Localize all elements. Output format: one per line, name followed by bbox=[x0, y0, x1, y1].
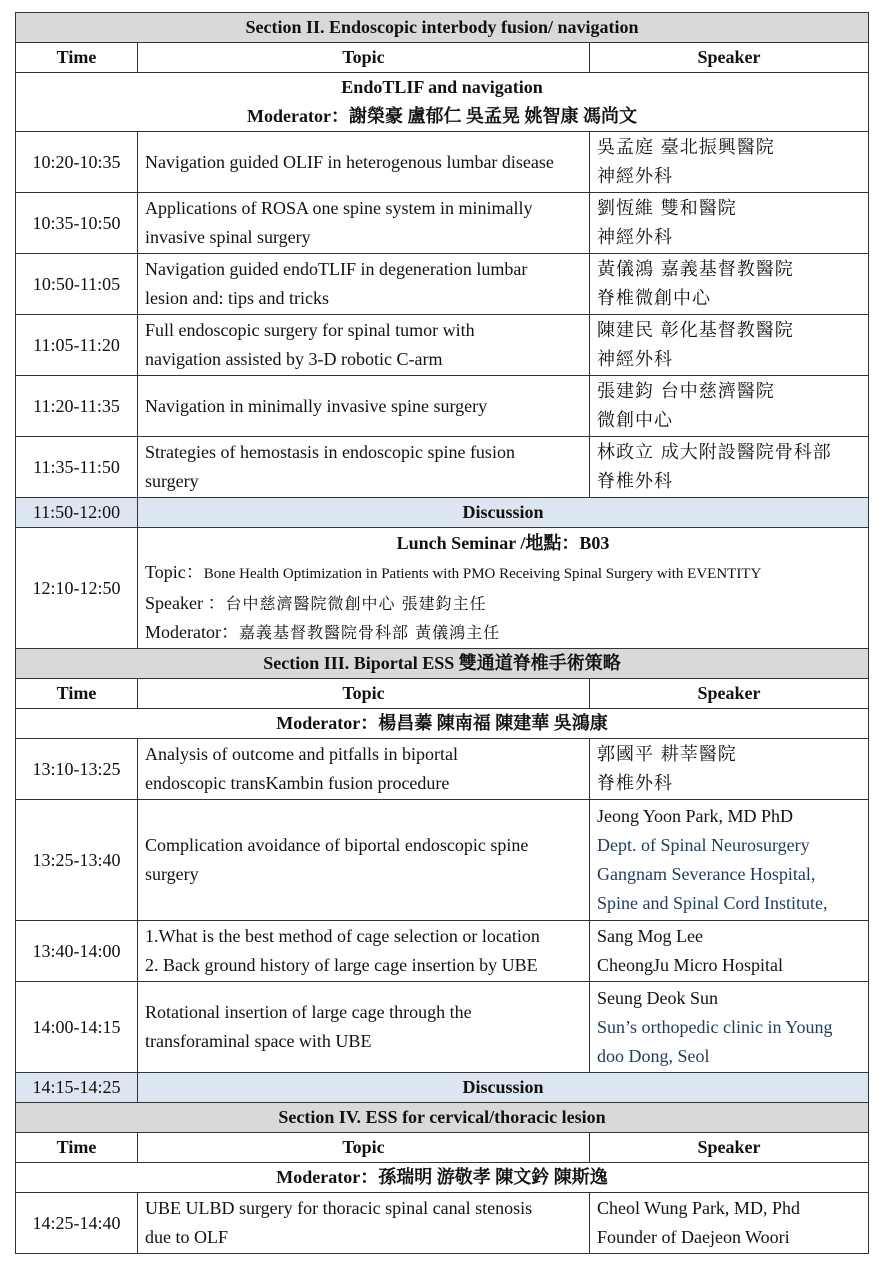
block-title: EndoTLIF and navigation bbox=[341, 77, 543, 97]
topic-cell bbox=[138, 739, 590, 800]
discussion-label: Discussion bbox=[138, 1073, 869, 1103]
speaker-cell bbox=[590, 376, 869, 437]
topic-line: 1.What is the best method of cage selection or location bbox=[145, 926, 540, 946]
time-cell: 14:15-14:25 bbox=[16, 1073, 138, 1103]
speaker-line: Gangnam Severance Hospital, bbox=[597, 864, 816, 884]
topic-line: Navigation in minimally invasive spine surgery bbox=[145, 395, 488, 416]
speaker-header: Speaker bbox=[590, 679, 869, 709]
speaker-line: 神經外科 bbox=[597, 166, 673, 187]
speaker-line: 劉恆維 雙和醫院 bbox=[597, 198, 737, 219]
speaker-line: 神經外科 bbox=[597, 349, 673, 370]
speaker-line: Seung Deok Sun bbox=[597, 987, 718, 1008]
table-row bbox=[16, 739, 869, 800]
table-row bbox=[16, 376, 869, 437]
moderator-row bbox=[16, 709, 869, 739]
speaker-cell bbox=[590, 1193, 869, 1254]
speaker-line: 脊椎外科 bbox=[597, 773, 673, 794]
speaker-line: 黃儀鴻 嘉義基督教醫院 bbox=[597, 259, 794, 280]
time-cell: 11:35-11:50 bbox=[16, 437, 138, 498]
topic-line: Navigation guided OLIF in heterogenous lumbar disease bbox=[145, 151, 554, 172]
speaker-line: Dept. of Spinal Neurosurgery bbox=[597, 835, 810, 855]
lunch-title: Lunch Seminar /地點：B03 bbox=[396, 533, 610, 553]
column-header-row bbox=[16, 679, 869, 709]
table-row bbox=[16, 254, 869, 315]
session-block-row bbox=[16, 73, 869, 132]
table-row bbox=[16, 132, 869, 193]
table-row bbox=[16, 315, 869, 376]
speaker-line: Cheol Wung Park, MD, Phd bbox=[597, 1198, 800, 1218]
time-cell: 11:50-12:00 bbox=[16, 498, 138, 528]
speaker-cell bbox=[590, 193, 869, 254]
topic-cell bbox=[138, 982, 590, 1073]
topic-line: Complication avoidance of biportal endoscopic spine bbox=[145, 835, 529, 855]
speaker-cell bbox=[590, 132, 869, 193]
moderator-line: Moderator：楊昌蓁 陳南福 陳建華 吳鴻康 bbox=[16, 709, 869, 739]
speaker-line: Founder of Daejeon Woori bbox=[597, 1227, 790, 1247]
topic-line: lesion and: tips and tricks bbox=[145, 288, 329, 308]
time-cell: 14:25-14:40 bbox=[16, 1193, 138, 1254]
topic-cell bbox=[138, 193, 590, 254]
topic-header: Topic bbox=[138, 1133, 590, 1163]
time-cell: 13:25-13:40 bbox=[16, 800, 138, 921]
topic-line: Navigation guided endoTLIF in degeneration lumbar bbox=[145, 259, 528, 279]
discussion-row bbox=[16, 1073, 869, 1103]
time-cell: 10:20-10:35 bbox=[16, 132, 138, 193]
speaker-cell bbox=[590, 437, 869, 498]
moderator-line: Moderator：謝榮豪 盧郁仁 吳孟晃 姚智康 馮尚文 bbox=[247, 106, 637, 126]
speaker-cell bbox=[590, 982, 869, 1073]
topic-cell bbox=[138, 921, 590, 982]
topic-line: surgery bbox=[145, 864, 199, 884]
topic-cell bbox=[138, 1193, 590, 1254]
time-header: Time bbox=[16, 43, 138, 73]
speaker-line: 林政立 成大附設醫院骨科部 bbox=[597, 442, 832, 463]
topic-header: Topic bbox=[138, 43, 590, 73]
lunch-topic: Bone Health Optimization in Patients with PMO Receiving Spinal Surgery with EVENTITY bbox=[203, 566, 762, 582]
topic-line: navigation assisted by 3-D robotic C-arm bbox=[145, 349, 443, 369]
topic-cell bbox=[138, 315, 590, 376]
moderator-line: Moderator：孫瑞明 游敬孝 陳文鈐 陳斯逸 bbox=[16, 1163, 869, 1193]
time-cell: 11:05-11:20 bbox=[16, 315, 138, 376]
speaker-line: 郭國平 耕莘醫院 bbox=[597, 744, 737, 765]
topic-line: Strategies of hemostasis in endoscopic spine fusion bbox=[145, 442, 515, 462]
moderator-row bbox=[16, 1163, 869, 1193]
section-header-row bbox=[16, 1103, 869, 1133]
time-cell: 10:50-11:05 bbox=[16, 254, 138, 315]
schedule-table bbox=[15, 12, 869, 1254]
lunch-topic-label: Topic： bbox=[145, 562, 204, 582]
speaker-line: Jeong Yoon Park, MD PhD bbox=[597, 806, 794, 826]
speaker-line: 脊椎微創中心 bbox=[597, 288, 711, 309]
lunch-moderator: 嘉義基督教醫院骨科部 黃儀鴻主任 bbox=[238, 623, 501, 642]
topic-cell bbox=[138, 800, 590, 921]
lunch-speaker-label: Speaker ： bbox=[145, 593, 226, 613]
topic-cell bbox=[138, 437, 590, 498]
speaker-line: Spine and Spinal Cord Institute, bbox=[597, 893, 828, 913]
speaker-line: Sang Mog Lee bbox=[597, 926, 703, 946]
speaker-line: 陳建民 彰化基督教醫院 bbox=[597, 320, 794, 341]
lunch-moderator-line bbox=[145, 618, 861, 647]
time-cell: 13:40-14:00 bbox=[16, 921, 138, 982]
speaker-header: Speaker bbox=[590, 1133, 869, 1163]
topic-line: surgery bbox=[145, 471, 199, 491]
topic-line: invasive spinal surgery bbox=[145, 227, 311, 247]
time-cell: 10:35-10:50 bbox=[16, 193, 138, 254]
speaker-line: 吳孟庭 臺北振興醫院 bbox=[597, 137, 775, 158]
time-cell: 13:10-13:25 bbox=[16, 739, 138, 800]
speaker-line: 微創中心 bbox=[597, 410, 673, 431]
speaker-line: 神經外科 bbox=[597, 227, 673, 248]
topic-line: UBE ULBD surgery for thoracic spinal canal stenosis bbox=[145, 1198, 533, 1218]
table-row bbox=[16, 921, 869, 982]
topic-line: 2. Back ground history of large cage insertion by UBE bbox=[145, 955, 538, 975]
table-row bbox=[16, 193, 869, 254]
speaker-header: Speaker bbox=[590, 43, 869, 73]
time-cell: 12:10-12:50 bbox=[16, 528, 138, 649]
time-header: Time bbox=[16, 679, 138, 709]
lunch-speaker-line bbox=[145, 589, 861, 618]
topic-cell bbox=[138, 132, 590, 193]
speaker-line: 脊椎外科 bbox=[597, 471, 673, 492]
topic-line: Applications of ROSA one spine system in minimally bbox=[145, 198, 533, 218]
section-title: Section III. Biportal ESS 雙通道脊椎手術策略 bbox=[16, 649, 869, 679]
section-header-row bbox=[16, 13, 869, 43]
topic-line: Full endoscopic surgery for spinal tumor with bbox=[145, 320, 475, 340]
speaker-cell bbox=[590, 739, 869, 800]
table-row bbox=[16, 437, 869, 498]
speaker-cell bbox=[590, 315, 869, 376]
speaker-cell bbox=[590, 800, 869, 921]
speaker-cell bbox=[590, 921, 869, 982]
time-header: Time bbox=[16, 1133, 138, 1163]
column-header-row bbox=[16, 43, 869, 73]
section-title: Section IV. ESS for cervical/thoracic lesion bbox=[16, 1103, 869, 1133]
time-cell: 11:20-11:35 bbox=[16, 376, 138, 437]
discussion-label: Discussion bbox=[138, 498, 869, 528]
section-title: Section II. Endoscopic interbody fusion/ navigation bbox=[16, 13, 869, 43]
lunch-seminar-cell bbox=[138, 528, 869, 649]
topic-line: Rotational insertion of large cage through the bbox=[145, 1002, 472, 1022]
lunch-moderator-label: Moderator： bbox=[145, 622, 239, 642]
speaker-line: doo Dong, Seol bbox=[597, 1045, 710, 1066]
table-row bbox=[16, 800, 869, 921]
lunch-speaker: 台中慈濟醫院微創中心 張建鈞主任 bbox=[225, 594, 487, 613]
lunch-topic-line bbox=[145, 558, 861, 589]
table-row bbox=[16, 982, 869, 1073]
lunch-seminar-row bbox=[16, 528, 869, 649]
topic-line: Analysis of outcome and pitfalls in biportal bbox=[145, 744, 458, 764]
table-row bbox=[16, 1193, 869, 1254]
topic-line: endoscopic transKambin fusion procedure bbox=[145, 773, 450, 793]
speaker-cell bbox=[590, 254, 869, 315]
speaker-line: CheongJu Micro Hospital bbox=[597, 955, 783, 975]
section-header-row bbox=[16, 649, 869, 679]
session-block bbox=[16, 73, 869, 132]
speaker-line: Sun’s orthopedic clinic in Young bbox=[597, 1016, 833, 1037]
discussion-row bbox=[16, 498, 869, 528]
topic-line: due to OLF bbox=[145, 1227, 228, 1247]
time-cell: 14:00-14:15 bbox=[16, 982, 138, 1073]
topic-line: transforaminal space with UBE bbox=[145, 1031, 372, 1051]
topic-cell bbox=[138, 254, 590, 315]
topic-cell bbox=[138, 376, 590, 437]
topic-header: Topic bbox=[138, 679, 590, 709]
speaker-line: 張建鈞 台中慈濟醫院 bbox=[597, 381, 775, 402]
column-header-row bbox=[16, 1133, 869, 1163]
